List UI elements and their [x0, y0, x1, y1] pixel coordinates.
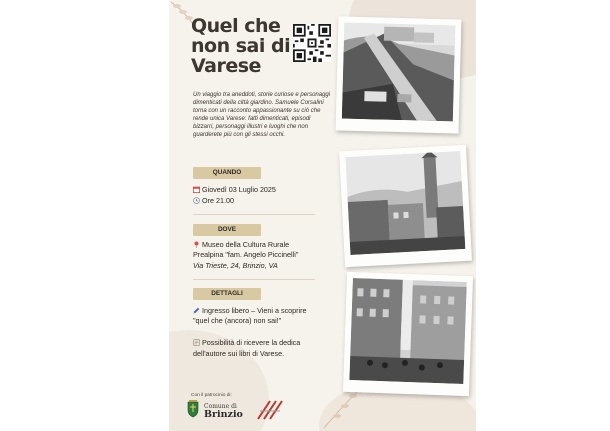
- event-time: [193, 196, 234, 205]
- photo-image: [349, 278, 466, 384]
- event-date: [193, 185, 276, 194]
- ticket-icon: [193, 307, 200, 314]
- museum-logo-icon: [256, 399, 286, 421]
- title-line: non sai di: [191, 35, 291, 57]
- venue-line: [193, 240, 289, 249]
- dedication-line: [193, 338, 300, 347]
- event-time-text: Ore 21.00: [202, 196, 234, 205]
- photo-image: [342, 23, 455, 122]
- entry-text: Ingresso libero – Vieni a scoprire: [202, 306, 307, 315]
- divider: [193, 214, 315, 215]
- qr-code-icon[interactable]: [293, 24, 331, 62]
- entry-line2: "quel che (ancora) non sai!": [193, 316, 282, 325]
- dedication-text: Possibilità di ricevere la dedica: [202, 338, 301, 347]
- historic-photo-funicular: [336, 16, 462, 133]
- divider: [193, 279, 315, 280]
- intro-text: Un viaggio tra aneddoti, storie curiose e personaggi dimenticati della città giardino. Samuele Corsalini torna con un racconto appassionante su ciò che rende unica Varese: fatti dimenticati, episodi bizzarri, personaggi illustri e luoghi che non guarderete più con gli stessi occhi.: [193, 92, 331, 139]
- section-label-details: DETTAGLI: [193, 288, 261, 300]
- venue-line2: Prealpina "fam. Angelo Piccinelli": [193, 250, 299, 259]
- section-label-where: DOVE: [193, 224, 261, 236]
- book-icon: [193, 339, 200, 346]
- historic-photo-street: [343, 272, 473, 396]
- title-line: Quel che: [191, 15, 281, 37]
- event-poster: [169, 0, 476, 431]
- comune-logo: [204, 404, 243, 420]
- section-label-when: QUANDO: [193, 167, 261, 179]
- photo-image: [345, 151, 465, 255]
- entry-line: [193, 306, 307, 315]
- title-line: Varese: [191, 55, 261, 77]
- patronage-label: Con il patrocinio di:: [191, 393, 232, 398]
- clock-icon: [193, 197, 200, 204]
- venue-name: Museo della Cultura Rurale: [202, 240, 290, 249]
- pin-icon: [193, 241, 200, 248]
- venue-address: Via Trieste, 24, Brinzio, VA: [193, 261, 278, 270]
- comune-label: Comune di: [204, 403, 237, 410]
- brinzio-crest-icon: [186, 400, 200, 418]
- dedication-line2: dell'autore sui libri di Varese.: [193, 349, 285, 358]
- comune-name: Brinzio: [204, 409, 243, 420]
- calendar-icon: [193, 186, 200, 193]
- event-date-text: Giovedì 03 Luglio 2025: [202, 185, 276, 194]
- historic-photo-tower: [339, 145, 472, 267]
